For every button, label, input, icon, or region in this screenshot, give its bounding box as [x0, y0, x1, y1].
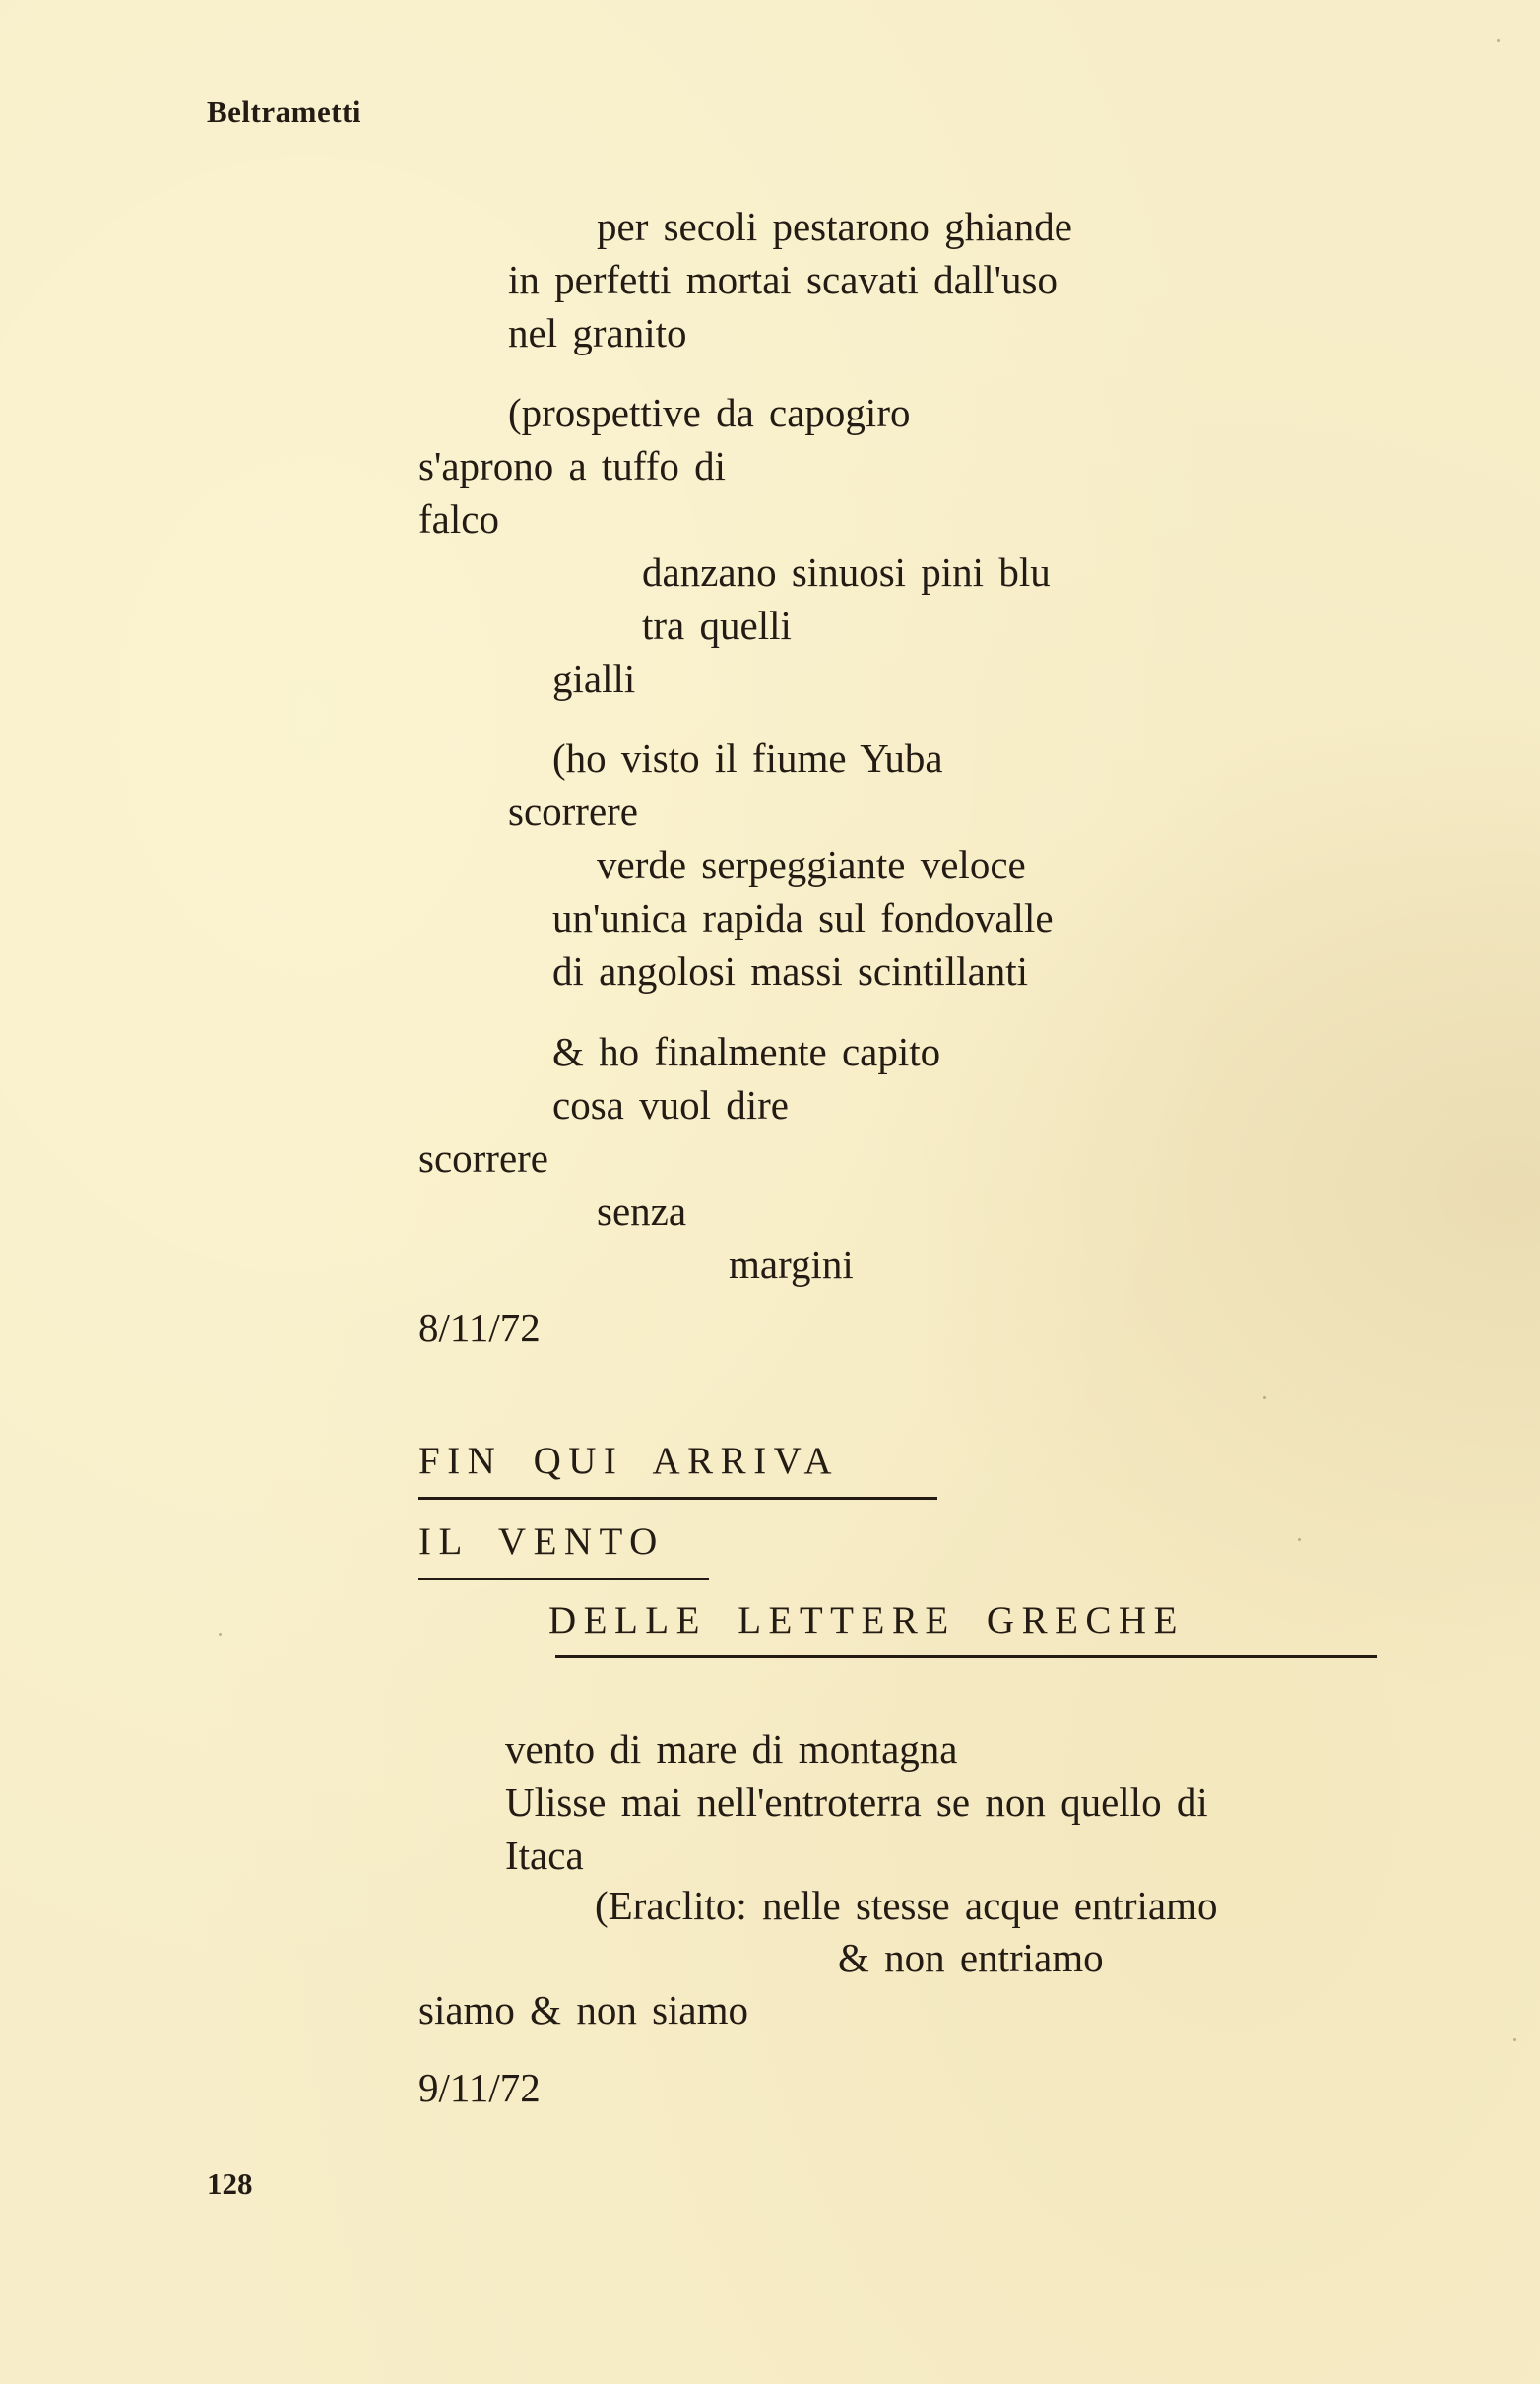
poem-line: (Eraclito: nelle stesse acque entriamo — [595, 1883, 1218, 1928]
poem-line: scorrere — [418, 1135, 549, 1181]
running-head: Beltrametti — [207, 95, 361, 129]
poem-line: un'unica rapida sul fondovalle — [552, 895, 1054, 940]
poem-line: Itaca — [505, 1833, 584, 1878]
poem-line: nel granito — [508, 310, 687, 355]
poem-line: siamo & non siamo — [418, 1987, 749, 2032]
poem-line: in perfetti mortai scavati dall'uso — [508, 257, 1058, 302]
poem-line: senza — [597, 1189, 687, 1234]
paper-speck — [1298, 1538, 1301, 1541]
poem-line: falco — [418, 496, 499, 542]
title-underline — [418, 1497, 937, 1500]
poem-line: tra quelli — [642, 603, 792, 648]
title-underline — [418, 1578, 709, 1580]
poem-line: di angolosi massi scintillanti — [552, 948, 1029, 994]
poem-line: per secoli pestarono ghiande — [597, 204, 1072, 249]
poem-title-line: IL VENTO — [418, 1520, 665, 1563]
page-number: 128 — [207, 2166, 253, 2201]
poem-date: 8/11/72 — [418, 1305, 541, 1350]
poem-line: vento di mare di montagna — [505, 1726, 958, 1772]
poem-line: scorrere — [508, 789, 639, 834]
poem-title-line: FIN QUI ARRIVA — [418, 1440, 839, 1482]
paper-speck — [1263, 1396, 1266, 1399]
poem-date: 9/11/72 — [418, 2065, 541, 2110]
poem-line: & non entriamo — [838, 1935, 1104, 1980]
paper-speck — [219, 1633, 222, 1636]
poem-line: Ulisse mai nell'entroterra se non quello di — [505, 1779, 1208, 1825]
title-underline — [555, 1655, 1377, 1658]
poem-title-line: DELLE LETTERE GRECHE — [548, 1599, 1185, 1642]
paper-speck — [1497, 39, 1500, 42]
poem-line: & ho finalmente capito — [552, 1029, 941, 1074]
poem-line: margini — [729, 1242, 854, 1287]
poem-line: s'aprono a tuffo di — [418, 443, 726, 488]
poem-line: (ho visto il fiume Yuba — [552, 736, 943, 781]
poem-line: danzano sinuosi pini blu — [642, 549, 1051, 595]
poem-line: (prospettive da capogiro — [508, 390, 911, 435]
paper-speck — [1513, 2038, 1516, 2041]
poem-line: gialli — [552, 656, 636, 701]
poem-line: cosa vuol dire — [552, 1082, 789, 1128]
poem-line: verde serpeggiante veloce — [597, 842, 1026, 887]
